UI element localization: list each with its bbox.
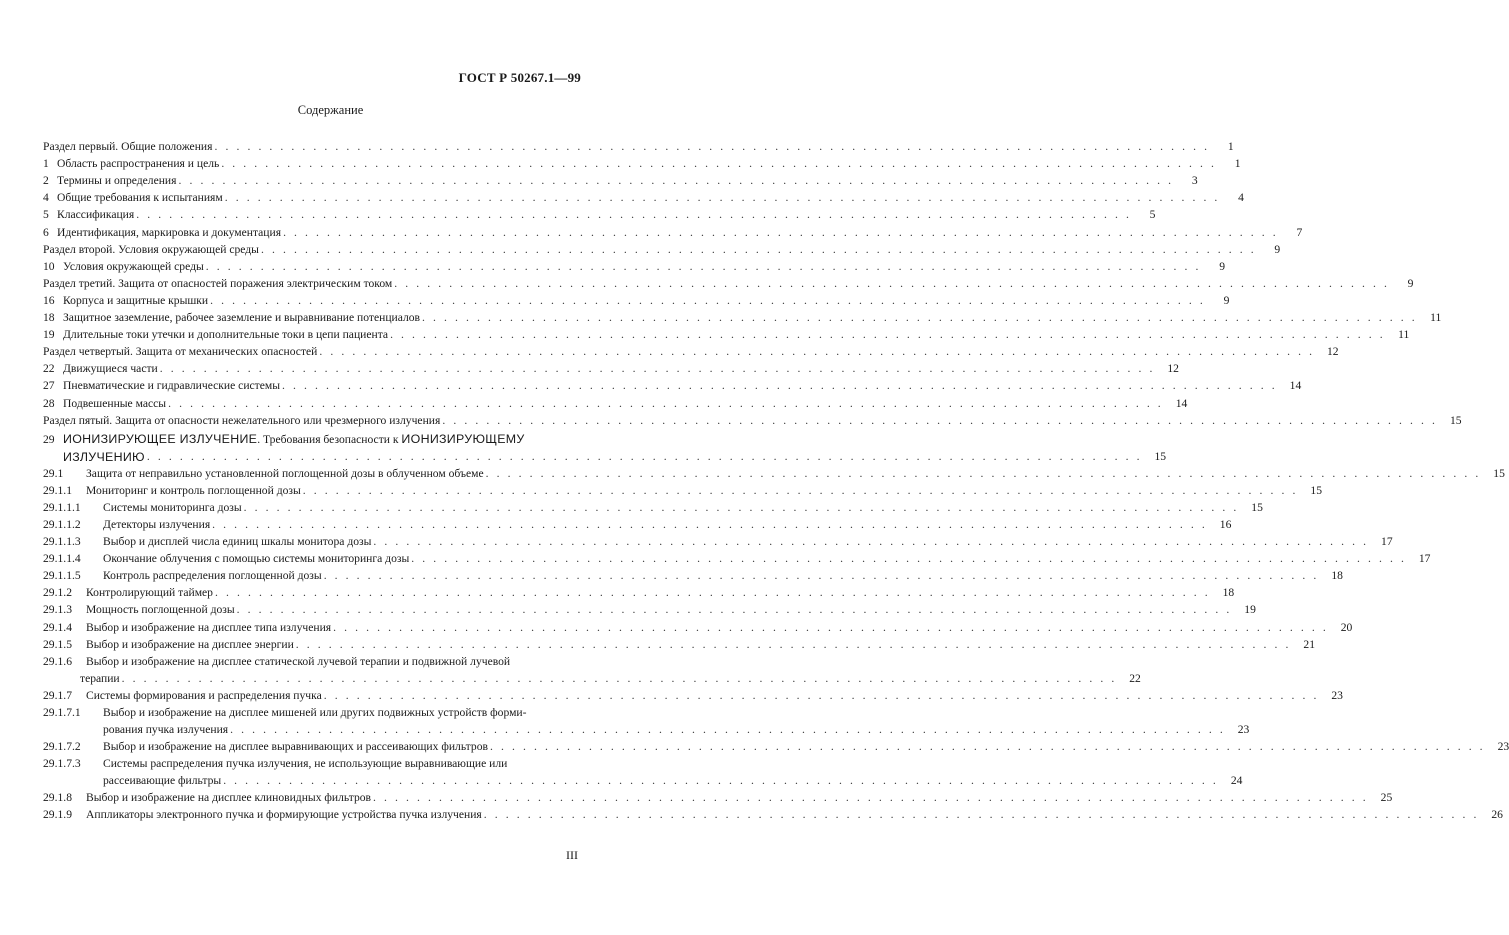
leader-dots xyxy=(261,242,1256,258)
toc-entry-page: 14 xyxy=(1175,396,1188,410)
toc-entry-number: 29.1.2 xyxy=(43,586,72,600)
toc-entry-text: Выбор и изображение на дисплее мишеней или других подвижных устройств форми- xyxy=(103,705,527,719)
table-of-contents xyxy=(43,138,1509,823)
leader-dots xyxy=(282,378,1277,394)
leader-dots xyxy=(283,225,1278,241)
leader-dots xyxy=(394,276,1389,292)
toc-entry-page: 4 xyxy=(1238,191,1244,205)
toc-entry-page: 15 xyxy=(1251,500,1263,514)
toc-entry[interactable] xyxy=(43,223,1303,240)
toc-entry[interactable] xyxy=(43,755,1243,789)
toc-entry[interactable] xyxy=(43,516,1232,533)
toc-entry-text: Корпуса и защитные крышки xyxy=(63,293,209,307)
toc-entry-number: 29.1.8 xyxy=(43,790,72,804)
toc-entry-text: Детекторы излучения xyxy=(103,517,211,531)
toc-entry-text: Системы мониторинга дозы xyxy=(103,500,242,514)
toc-entry-text: Длительные токи утечки и дополнительные токи в цепи пациента xyxy=(63,328,389,342)
toc-entry-page: 12 xyxy=(1326,345,1339,359)
caps-term: ИОНИЗИРУЮЩЕМУ xyxy=(401,431,525,446)
toc-entry-text-cont: рования пучка излучения xyxy=(103,722,229,736)
leader-dots xyxy=(303,483,1298,499)
toc-entry-page: 15 xyxy=(1154,449,1167,463)
toc-entry-page: 1 xyxy=(1227,140,1234,154)
toc-entry[interactable] xyxy=(43,360,1179,377)
toc-entry-page: 18 xyxy=(1331,569,1343,583)
leader-dots xyxy=(390,327,1385,343)
toc-entry[interactable] xyxy=(43,412,1462,429)
toc-entry[interactable] xyxy=(43,155,1241,172)
toc-entry[interactable] xyxy=(43,394,1188,411)
toc-entry-page: 26 xyxy=(1491,808,1503,821)
toc-entry-text-mid: . Требования безопасности к xyxy=(257,432,402,446)
toc-entry-page: 14 xyxy=(1289,379,1302,393)
toc-entry[interactable] xyxy=(43,482,1322,499)
leader-dots xyxy=(215,585,1210,601)
toc-entry-number: 18 xyxy=(43,311,55,325)
toc-entry-number: 28 xyxy=(43,396,55,410)
toc-entry-text: Окончание облучения с помощью системы мониторинга дозы xyxy=(103,552,410,566)
toc-entry[interactable] xyxy=(43,343,1339,360)
leader-dots xyxy=(212,517,1207,533)
leader-dots xyxy=(244,500,1239,516)
leader-dots xyxy=(122,671,1117,687)
toc-entry[interactable] xyxy=(43,618,1353,635)
leader-dots xyxy=(319,344,1314,360)
toc-entry-number: 29.1.1.4 xyxy=(43,552,81,566)
toc-entry-page: 25 xyxy=(1380,790,1393,804)
toc-entry-text: Область распространения и цель xyxy=(57,157,220,171)
leader-dots xyxy=(230,722,1225,738)
toc-entry-page: 3 xyxy=(1191,174,1198,188)
toc-entry-text-cont: ИЗЛУЧЕНИЮ xyxy=(63,449,145,464)
toc-entry-page: 18 xyxy=(1222,586,1235,600)
toc-entry-number: 29.1.7.2 xyxy=(43,739,81,753)
leader-dots xyxy=(296,637,1291,653)
toc-entry[interactable] xyxy=(43,601,1256,618)
toc-entry-number: 10 xyxy=(43,259,55,273)
toc-entry-page: 21 xyxy=(1303,637,1316,651)
leader-dots xyxy=(214,139,1209,155)
toc-entry-page: 15 xyxy=(1310,483,1322,497)
toc-entry-page: 23 xyxy=(1331,688,1343,702)
toc-entry-number: 27 xyxy=(43,379,55,393)
toc-entry-text: Контролирующий таймер xyxy=(86,586,213,600)
toc-entry[interactable] xyxy=(43,138,1234,155)
toc-entry[interactable] xyxy=(43,275,1414,292)
toc-entry-page: 23 xyxy=(1237,722,1250,736)
toc-entry-number: 29.1.1 xyxy=(43,483,72,497)
toc-entry-number: 29.1.1.1 xyxy=(43,500,81,514)
toc-entry-number: 16 xyxy=(43,293,55,307)
toc-entry[interactable] xyxy=(43,326,1410,343)
toc-entry-29[interactable] xyxy=(43,430,1167,465)
toc-entry-page: 9 xyxy=(1407,276,1414,290)
toc-entry-page: 20 xyxy=(1340,620,1353,634)
toc-entry-number: 29.1.1.3 xyxy=(43,535,81,549)
toc-entry[interactable] xyxy=(43,806,1503,823)
toc-entry-text: Идентификация, маркировка и документация xyxy=(57,225,282,239)
toc-entry-page: 7 xyxy=(1296,225,1303,239)
toc-entry-number: 29.1.9 xyxy=(43,808,72,821)
toc-entry[interactable] xyxy=(43,465,1505,482)
toc-entry-text-cont: терапии xyxy=(80,671,120,685)
toc-entry-text: Выбор и изображение на дисплее статической лучевой терапии и подвижной лучевой xyxy=(86,654,511,668)
toc-entry[interactable] xyxy=(43,584,1235,601)
toc-entry-number: 22 xyxy=(43,362,55,376)
toc-entry-text: Выбор и изображение на дисплее клиновидных фильтров xyxy=(86,790,372,804)
toc-entry-page: 24 xyxy=(1230,773,1243,787)
toc-entry-number: 2 xyxy=(43,174,49,188)
toc-entry-text: Раздел третий. Защита от опасностей поражения электрическим током xyxy=(43,276,393,290)
toc-entry-page: 11 xyxy=(1398,328,1410,342)
toc-entry-text: Контроль распределения поглощенной дозы xyxy=(103,569,322,583)
toc-entry-text: Термины и определения xyxy=(57,174,177,188)
toc-entry[interactable] xyxy=(43,533,1393,550)
leader-dots xyxy=(225,190,1220,206)
toc-entry-text: Условия окружающей среды xyxy=(63,259,204,273)
toc-entry[interactable] xyxy=(43,687,1343,704)
toc-entry[interactable] xyxy=(43,789,1393,806)
document-code: ГОСТ Р 50267.1—99 xyxy=(458,70,581,85)
toc-entry[interactable] xyxy=(43,377,1302,394)
toc-entry-text: Системы распределения пучка излучения, не использующие выравнивающие или xyxy=(103,756,508,770)
toc-entry-page: 9 xyxy=(1219,259,1226,273)
toc-entry-page: 12 xyxy=(1167,362,1179,376)
leader-dots xyxy=(324,568,1319,584)
toc-entry-text xyxy=(63,431,525,448)
toc-entry[interactable] xyxy=(43,206,1156,223)
page-number: III xyxy=(566,848,578,862)
leader-dots xyxy=(422,310,1417,326)
toc-entry-text: Защитное заземление, рабочее заземление и выравнивание потенциалов xyxy=(63,311,421,325)
toc-entry-text: Пневматические и гидравлические системы xyxy=(63,379,281,393)
toc-entry[interactable] xyxy=(43,172,1198,189)
toc-entry-text: Защита от неправильно установленной поглощенной дозы в облученном объеме xyxy=(86,466,484,480)
toc-entry-text: Раздел второй. Условия окружающей среды xyxy=(43,242,259,256)
toc-entry-number: 29 xyxy=(43,432,55,446)
leader-dots xyxy=(324,688,1319,704)
leader-dots xyxy=(490,739,1485,755)
toc-entry-text: Мониторинг и контроль поглощенной дозы xyxy=(86,483,301,497)
toc-entry-number: 19 xyxy=(43,328,55,342)
toc-entry-number: 29.1.4 xyxy=(43,620,72,634)
toc-entry-text: Раздел первый. Общие положения xyxy=(43,140,213,154)
toc-entry[interactable] xyxy=(43,704,1250,738)
toc-entry-number: 29.1.7 xyxy=(43,688,72,702)
toc-entry-text: Классификация xyxy=(57,208,135,222)
leader-dots xyxy=(178,173,1173,189)
toc-entry[interactable] xyxy=(43,738,1509,755)
toc-entry-number: 29.1 xyxy=(43,466,64,480)
leader-dots xyxy=(484,807,1479,823)
toc-entry-text-cont: рассеивающие фильтры xyxy=(103,773,222,787)
toc-entry[interactable] xyxy=(43,653,1141,687)
toc-entry-number: 29.1.7.1 xyxy=(43,705,81,719)
leader-dots xyxy=(486,466,1481,482)
toc-entry[interactable] xyxy=(43,189,1244,206)
toc-entry[interactable] xyxy=(43,258,1226,275)
leader-dots xyxy=(136,207,1131,223)
toc-entry[interactable] xyxy=(43,499,1263,516)
toc-entry-text: Раздел четвертый. Защита от механических опасностей xyxy=(43,345,318,359)
toc-entry-page: 22 xyxy=(1129,671,1141,685)
leader-dots xyxy=(411,551,1406,567)
toc-entry-number: 5 xyxy=(43,208,49,222)
toc-entry-page: 15 xyxy=(1493,466,1505,480)
toc-entry-text: Системы формирования и распределения пучка xyxy=(86,688,322,702)
leader-dots xyxy=(373,534,1368,550)
toc-entry-page: 17 xyxy=(1418,552,1431,566)
toc-title: Содержание xyxy=(297,103,364,117)
toc-entry-page: 23 xyxy=(1497,739,1509,753)
toc-entry-text: Выбор и изображение на дисплее выравнивающих и рассеивающих фильтров xyxy=(103,739,488,753)
toc-entry-page: 15 xyxy=(1449,413,1462,427)
toc-entry[interactable] xyxy=(43,550,1431,567)
toc-entry-page: 19 xyxy=(1244,603,1256,617)
leader-dots xyxy=(147,449,1142,465)
toc-entry-page: 1 xyxy=(1234,157,1241,171)
toc-entry-page: 9 xyxy=(1274,242,1281,256)
leader-dots xyxy=(442,413,1437,429)
toc-entry[interactable] xyxy=(43,567,1343,584)
toc-entry-number: 29.1.1.5 xyxy=(43,569,81,583)
toc-entry[interactable] xyxy=(43,309,1442,326)
toc-entry-number: 29.1.7.3 xyxy=(43,756,81,770)
leader-dots xyxy=(210,293,1205,309)
toc-entry-text: Общие требования к испытаниям xyxy=(57,191,223,205)
leader-dots xyxy=(333,620,1328,636)
toc-entry-number: 29.1.3 xyxy=(43,603,72,617)
toc-entry-text: Выбор и изображение на дисплее энергии xyxy=(86,637,294,651)
toc-entry-text: Аппликаторы электронного пучка и формирующие устройства пучка излучения xyxy=(86,808,482,821)
toc-entry-text: Подвешенные массы xyxy=(63,396,167,410)
toc-entry-number: 29.1.6 xyxy=(43,654,72,668)
toc-entry-text: Движущиеся части xyxy=(63,362,158,376)
toc-entry-number: 6 xyxy=(43,225,49,239)
leader-dots xyxy=(160,361,1155,377)
caps-term: ИОНИЗИРУЮЩЕЕ ИЗЛУЧЕНИЕ xyxy=(63,431,258,446)
toc-entry-text: Раздел пятый. Защита от опасности нежелательного или чрезмерного излучения xyxy=(43,413,441,427)
toc-entry-number: 29.1.5 xyxy=(43,637,72,651)
leader-dots xyxy=(223,773,1218,789)
toc-entry-number: 29.1.1.2 xyxy=(43,517,81,531)
toc-entry-page: 17 xyxy=(1381,535,1393,549)
toc-entry-text: Выбор и дисплей числа единиц шкалы монитора дозы xyxy=(103,535,372,549)
leader-dots xyxy=(168,396,1163,412)
toc-entry-page: 5 xyxy=(1149,208,1156,222)
toc-entry-text: Выбор и изображение на дисплее типа излучения xyxy=(86,620,332,634)
leader-dots xyxy=(206,259,1201,275)
leader-dots xyxy=(373,790,1368,806)
toc-entry[interactable] xyxy=(43,292,1230,309)
toc-entry[interactable] xyxy=(43,241,1281,258)
toc-entry-page: 16 xyxy=(1219,517,1232,531)
toc-entry-page: 11 xyxy=(1430,311,1442,325)
toc-entry-text: Мощность поглощенной дозы xyxy=(86,603,235,617)
toc-entry-page: 9 xyxy=(1223,293,1230,307)
toc-entry-number: 1 xyxy=(43,157,49,171)
toc-entry[interactable] xyxy=(43,636,1316,653)
leader-dots xyxy=(221,156,1216,172)
leader-dots xyxy=(237,602,1232,618)
toc-entry-number: 4 xyxy=(43,191,49,205)
